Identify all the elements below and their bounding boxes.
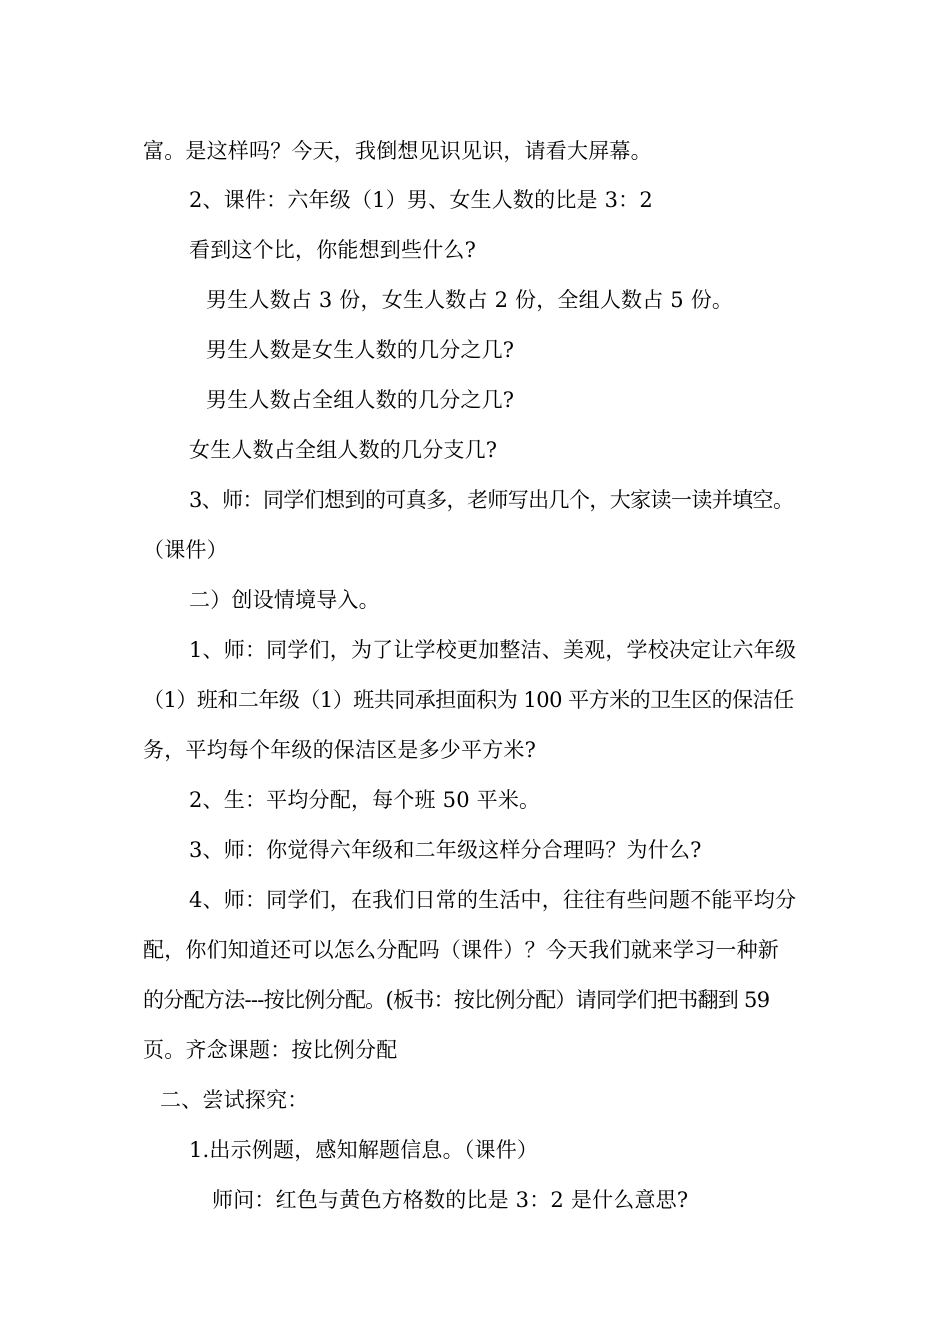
- text-line-12: （1）班和二年级（1）班共同承担面积为 100 平方米的卫生区的保洁任: [143, 688, 794, 712]
- text-line-1: 富。是这样吗？今天，我倒想见识见识，请看大屏幕。: [143, 139, 652, 163]
- text-line-16: 4、师：同学们，在我们日常的生活中，往往有些问题不能平均分: [189, 888, 797, 912]
- text-line-22: 师问：红色与黄色方格数的比是 3：2 是什么意思?: [212, 1188, 689, 1212]
- text-line-6: 男生人数占全组人数的几分之几?: [206, 388, 515, 412]
- text-line-2: 2、课件：六年级（1）男、女生人数的比是 3：2: [189, 188, 653, 212]
- text-line-21: 1.出示例题，感知解题信息。（课件）: [189, 1138, 539, 1162]
- text-line-3: 看到这个比，你能想到些什么?: [189, 238, 477, 262]
- text-line-11: 1、师：同学们，为了让学校更加整洁、美观，学校决定让六年级: [189, 638, 797, 662]
- text-line-13: 务，平均每个年级的保洁区是多少平方米?: [143, 738, 537, 762]
- text-line-17: 配，你们知道还可以怎么分配吗（课件）？今天我们就来学习一种新: [143, 938, 779, 962]
- text-line-18: 的分配方法---按比例分配。(板书：按比例分配）请同学们把书翻到 59: [143, 988, 770, 1012]
- text-line-4: 男生人数占 3 份，女生人数占 2 份，全组人数占 5 份。: [206, 288, 734, 312]
- text-line-5: 男生人数是女生人数的几分之几?: [206, 338, 515, 362]
- text-line-19: 页。齐念课题：按比例分配: [143, 1038, 398, 1062]
- text-line-15: 3、师：你觉得六年级和二年级这样分合理吗？为什么?: [189, 838, 702, 862]
- text-line-9: （课件）: [143, 538, 228, 562]
- section-heading-3: 二、尝试探究：: [160, 1088, 309, 1112]
- text-line-8: 3、师：同学们想到的可真多，老师写出几个，大家读一读并填空。: [189, 488, 794, 512]
- section-heading-2: 二）创设情境导入。: [189, 588, 380, 612]
- text-line-14: 2、生：平均分配，每个班 50 平米。: [189, 788, 541, 812]
- text-line-7: 女生人数占全组人数的几分支几?: [189, 438, 498, 462]
